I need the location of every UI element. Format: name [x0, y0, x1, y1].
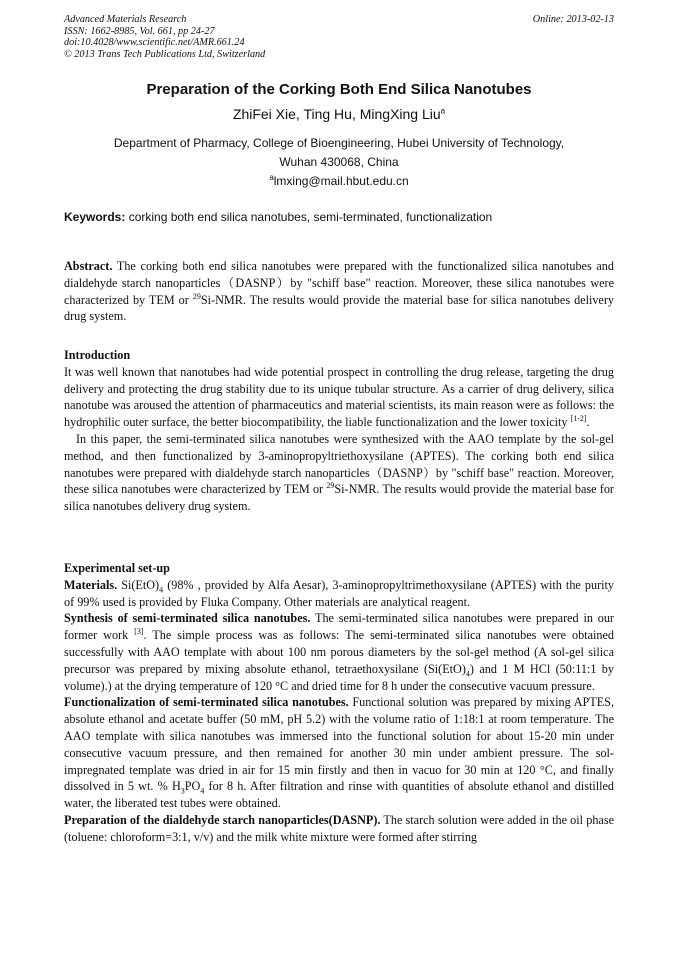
email-line [60, 172, 618, 191]
synthesis-sub: 4 [465, 669, 470, 679]
copyright: © 2013 Trans Tech Publications Ltd, Switzerland [64, 48, 266, 60]
online-date: Online: 2013-02-13 [532, 14, 614, 25]
introduction [64, 347, 614, 515]
preparation-text: The starch solution were added in the oil phase (toluene: chloroform=3:1, v/v) and the milk white mixture were formed after stirring [64, 812, 614, 844]
author-names: ZhiFei Xie, Ting Hu, MingXing Liu [232, 106, 441, 122]
authors [0, 106, 678, 122]
materials-text-b: (98% , provided by Alfa Aesar), 3-aminopropyltrimethoxysilane (APTES) with the purity of 99% used is provided by Fluka Company. Other materials are analytical reagent. [64, 577, 614, 609]
synthesis-text-b: . The simple process was as follows: The semi-terminated silica nanotubes were obtained successfully with AAO template with about 100 nm porous diameters by the sol-gel method (A sol-gel silica precursor was prepared by mixing absolute ethanol, tetraethoxysilane (Si(EtO) [64, 628, 614, 676]
introduction-heading: Introduction [64, 348, 131, 362]
email: lmxing@mail.hbut.edu.cn [273, 174, 409, 188]
affiliation-line1: Department of Pharmacy, College of Bioengineering, Hubei University of Technology, [113, 136, 565, 150]
synthesis-ref: [3] [134, 627, 144, 637]
func-text-c: for 8 h. After filtration and rinse with quantities of absolute ethanol and distilled water, the liberated test tubes were obtained. [64, 779, 614, 811]
materials-label: Materials. [64, 577, 118, 592]
journal-header [64, 14, 265, 60]
intro-p1-ref: [1-2] [570, 414, 587, 424]
functionalization-label: Functionalization of semi-terminated silica nanotubes. [64, 695, 349, 710]
preparation-label: Preparation of the dialdehyde starch nanoparticles(DASNP). [64, 812, 381, 827]
func-text-a: Functional solution was prepared by mixing APTES, absolute ethanol and acetate buffer (50 mM, pH 5.2) with the volume ratio of 1:18:1 at room temperature. The AAO template with silica nanotubes was immersed into the functional solution for about 15-20 min under consecutive vacuum pressure, and then remained for another 30 min under ambient pressure. The sol-impregnated template was dried in air for 15 min firstly and then in vacuo for 30 min at 120 °C, and finally dissolved in 5 wt. % H [64, 695, 615, 794]
func-sub-1: 3 [180, 786, 185, 796]
abstract-text-2: Si-NMR. The results would provide the material base for silica nanotubes delivery drug system. [64, 292, 614, 324]
func-text-b: PO [184, 779, 201, 794]
affiliation-line2: Wuhan 430068, China [279, 155, 399, 169]
paper-title: Preparation of the Corking Both End Silica Nanotubes [146, 81, 532, 98]
keywords-text: corking both end silica nanotubes, semi-terminated, functionalization [125, 210, 493, 224]
affiliation [60, 134, 618, 191]
journal-name: Advanced Materials Research [64, 14, 187, 25]
synthesis-paragraph [64, 610, 614, 694]
experimental [64, 560, 614, 846]
materials-sub: 4 [159, 585, 164, 595]
email-mark: a [269, 173, 274, 182]
keywords-label: Keywords: [64, 210, 126, 224]
intro-paragraph-1 [64, 364, 614, 431]
intro-p1-end: . [586, 415, 590, 430]
intro-p1-text: It was well known that nanotubes had wide potential prospect in controlling the drug release, targeting the drug delivery and protecting the drug stability due to its unique tubular structure. As a carrier of drug delivery, silica nanotube was aroused the attention of pharmaceutics and material scientists, its main reason were as follows: the hydrophilic outer surface, the better biocompatibility, the liable functionalization and the lower toxicity [64, 364, 614, 430]
intro-p2-end: Si-NMR. The results would provide the material base for silica nanotubes delivery drug system. [64, 482, 614, 514]
materials-paragraph [64, 577, 614, 611]
synthesis-text-a: The semi-terminated silica nanotubes were prepared in our former work [64, 611, 614, 643]
synthesis-text-c: ) and 1 M HCl (50:11:1 by volume).) at the drying temperature of 120 °C and dried time for 8 h under the consecutive vacuum pressure. [64, 661, 614, 693]
functionalization-paragraph [64, 694, 614, 812]
synthesis-label: Synthesis of semi-terminated silica nanotubes. [64, 611, 311, 626]
intro-p2-sup: 29 [326, 481, 335, 491]
abstract [64, 258, 614, 325]
abstract-label: Abstract. [64, 259, 113, 273]
author-mark: a [440, 106, 446, 116]
experimental-heading: Experimental set-up [64, 561, 170, 575]
preparation-paragraph [64, 812, 614, 846]
abstract-text-1: The corking both end silica nanotubes were prepared with the functionalized silica nanotubes and dialdehyde starch nanoparticles（DASNP）by "schiff base" reaction. Moreover, these silica nanotubes were characterized by TEM or [64, 259, 614, 307]
intro-p2-text: In this paper, the semi-terminated silica nanotubes were synthesized with the AAO template by the sol-gel method, and then functionalized by 3-aminopropyltriethoxysilane (APTES). The corking both end silica nanotubes were prepared with dialdehyde starch nanoparticles（DASNP）by "schiff base" reaction. Moreover, these silica nanotubes were characterized by TEM or [64, 431, 614, 497]
doi: doi:10.4028/www.scientific.net/AMR.661.24 [64, 37, 245, 49]
keywords [64, 210, 624, 224]
intro-paragraph-2 [64, 431, 614, 515]
func-sub-2: 4 [200, 786, 205, 796]
abstract-sup: 29 [192, 291, 201, 301]
materials-text-a: Si(EtO) [117, 577, 160, 592]
issn: ISSN: 1662-8985, Vol. 661, pp 24-27 [64, 25, 215, 37]
